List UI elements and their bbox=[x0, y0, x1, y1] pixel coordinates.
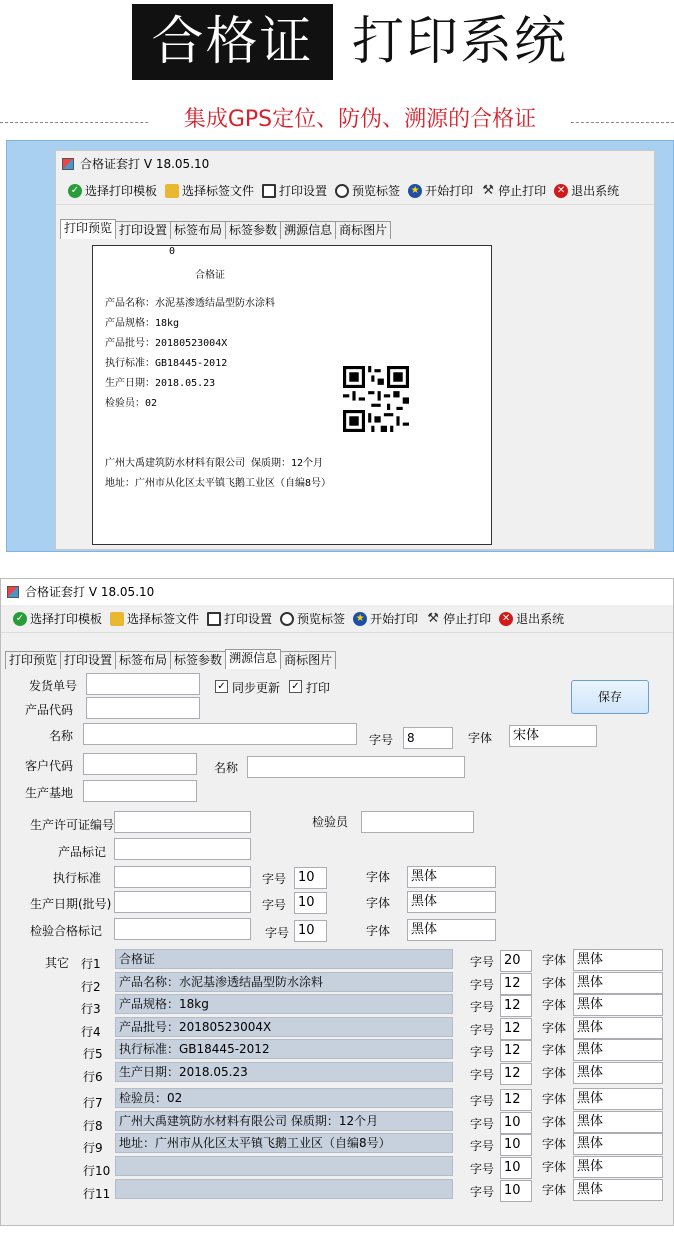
ship-no-input[interactable] bbox=[86, 673, 200, 695]
print-checkbox-label: 打印 bbox=[306, 681, 331, 695]
tab-bar bbox=[1, 649, 673, 669]
window-titlebar bbox=[1, 579, 673, 605]
row-size-input[interactable]: 20 bbox=[500, 950, 532, 972]
toolbar-label: 停止打印 bbox=[498, 184, 547, 198]
tab-label-layout[interactable]: 标签布局 bbox=[115, 651, 171, 669]
preview-line: 执行标准：GB18445-2012 bbox=[105, 358, 228, 369]
tab-trace-info[interactable]: 溯源信息 bbox=[225, 649, 281, 669]
toolbar-label: 打印设置 bbox=[224, 612, 273, 626]
product-name-input[interactable] bbox=[83, 723, 357, 745]
app-icon bbox=[62, 158, 74, 170]
banner-title-rest: 打印系统 bbox=[352, 12, 569, 72]
tab-print-settings[interactable]: 打印设置 bbox=[115, 221, 171, 239]
customer-code-label: 客户代码 bbox=[25, 759, 74, 773]
row-size-input[interactable]: 10 bbox=[500, 1112, 532, 1134]
row-label: 行11 bbox=[83, 1187, 111, 1201]
close-icon: ✕ bbox=[499, 612, 513, 626]
toolbar-label: 停止打印 bbox=[443, 612, 492, 626]
font-label: 字体 bbox=[542, 1092, 567, 1106]
preview-line: 生产日期：2018.05.23 bbox=[105, 378, 216, 389]
row-text-input[interactable]: 合格证 bbox=[115, 949, 453, 969]
product-mark-label: 产品标记 bbox=[58, 845, 107, 859]
row-label: 行1 bbox=[81, 957, 101, 971]
inspector-label: 检验员 bbox=[312, 815, 349, 829]
tab-label-params[interactable]: 标签参数 bbox=[170, 651, 226, 669]
row-text-input[interactable] bbox=[115, 1156, 453, 1176]
production-base-input[interactable] bbox=[83, 780, 197, 802]
row-font-input[interactable]: 黑体 bbox=[573, 1156, 663, 1178]
select-label-file-button[interactable] bbox=[110, 610, 199, 627]
standard-label: 执行标准 bbox=[53, 871, 102, 885]
size-label: 字号 bbox=[470, 1045, 495, 1059]
row-font-input[interactable]: 黑体 bbox=[573, 1179, 663, 1201]
preview-icon bbox=[335, 184, 349, 198]
check-icon: ✓ bbox=[13, 612, 27, 626]
font-label: 字体 bbox=[542, 998, 567, 1012]
preview-title: 合格证 bbox=[195, 270, 225, 281]
size-label: 字号 bbox=[262, 898, 287, 912]
banner-title-boxed: 合格证 bbox=[132, 4, 333, 80]
stop-print-button[interactable] bbox=[481, 182, 546, 199]
toolbar bbox=[56, 177, 654, 205]
tab-trademark-image[interactable]: 商标图片 bbox=[335, 221, 391, 239]
toolbar-label: 打印设置 bbox=[279, 184, 328, 198]
label-preview-paper bbox=[92, 245, 492, 545]
tab-trace-info[interactable]: 溯源信息 bbox=[280, 221, 336, 239]
product-mark-input[interactable] bbox=[114, 838, 251, 860]
row-font-input[interactable]: 黑体 bbox=[573, 1017, 663, 1039]
pass-font-input[interactable]: 黑体 bbox=[407, 919, 496, 941]
banner-subtitle: 集成GPS定位、防伪、溯源的合格证 bbox=[150, 104, 570, 136]
font-label: 字体 bbox=[542, 1066, 567, 1080]
pass-mark-label: 检验合格标记 bbox=[30, 924, 103, 938]
row-font-input[interactable]: 黑体 bbox=[573, 1088, 663, 1110]
row-font-input[interactable]: 黑体 bbox=[573, 994, 663, 1016]
row-font-input[interactable]: 黑体 bbox=[573, 972, 663, 994]
row-font-input[interactable]: 黑体 bbox=[573, 949, 663, 971]
print-settings-button[interactable] bbox=[207, 610, 272, 627]
preview-icon bbox=[280, 612, 294, 626]
other-label: 其它 bbox=[45, 956, 70, 970]
date-font-input[interactable]: 黑体 bbox=[407, 891, 496, 913]
license-no-input[interactable] bbox=[114, 811, 251, 833]
size-label: 字号 bbox=[470, 1185, 495, 1199]
close-icon: ✕ bbox=[554, 184, 568, 198]
toolbar-label: 预览标签 bbox=[352, 184, 401, 198]
row-text-input[interactable]: 检验员：02 bbox=[115, 1088, 453, 1108]
preview-label-button[interactable] bbox=[335, 182, 400, 199]
printer-icon bbox=[207, 612, 221, 626]
font-label: 字体 bbox=[542, 976, 567, 990]
toolbar-label: 选择打印模板 bbox=[30, 612, 103, 626]
window-title: 合格证套打 V 18.05.10 bbox=[80, 157, 210, 171]
toolbar-label: 预览标签 bbox=[297, 612, 346, 626]
size-label: 字号 bbox=[470, 1139, 495, 1153]
row-label: 行3 bbox=[81, 1002, 101, 1016]
size-label: 字号 bbox=[470, 1068, 495, 1082]
size-label: 字号 bbox=[470, 978, 495, 992]
preview-line: 产品批号：20180523004X bbox=[105, 338, 228, 349]
toolbar bbox=[1, 605, 673, 633]
row-text-input[interactable] bbox=[115, 1179, 453, 1199]
preview-line: 产品名称：水泥基渗透结晶型防水涂料 bbox=[105, 298, 275, 309]
row-label: 行4 bbox=[81, 1025, 101, 1039]
font-label: 字体 bbox=[366, 896, 391, 910]
qr-code bbox=[343, 366, 409, 432]
save-button[interactable]: 保存 bbox=[571, 680, 649, 714]
tab-bar bbox=[56, 219, 654, 239]
row-size-input[interactable]: 12 bbox=[500, 1089, 532, 1111]
size-label: 字号 bbox=[369, 733, 394, 747]
date-size-input[interactable]: 10 bbox=[294, 892, 327, 914]
row-label: 行6 bbox=[83, 1070, 103, 1084]
name-size-input[interactable]: 8 bbox=[403, 727, 453, 749]
tab-trademark-image[interactable]: 商标图片 bbox=[280, 651, 336, 669]
font-label: 字体 bbox=[366, 870, 391, 884]
stop-print-button[interactable] bbox=[426, 610, 491, 627]
size-label: 字号 bbox=[470, 1117, 495, 1131]
star-icon: ★ bbox=[353, 612, 367, 626]
font-label: 字体 bbox=[542, 1160, 567, 1174]
row-label: 行10 bbox=[83, 1164, 111, 1178]
row-font-input[interactable]: 黑体 bbox=[573, 1039, 663, 1061]
app-icon bbox=[7, 586, 19, 598]
customer-name-input[interactable] bbox=[247, 756, 465, 778]
row-label: 行7 bbox=[83, 1096, 103, 1110]
select-label-file-button[interactable] bbox=[165, 182, 254, 199]
row-text-input[interactable]: 执行标准：GB18445-2012 bbox=[115, 1039, 453, 1059]
row-size-input[interactable]: 10 bbox=[500, 1180, 532, 1202]
row-text-input[interactable]: 生产日期：2018.05.23 bbox=[115, 1062, 453, 1082]
wrench-icon: ⚒ bbox=[482, 182, 494, 198]
size-label: 字号 bbox=[470, 1094, 495, 1108]
pass-mark-input[interactable] bbox=[114, 918, 251, 940]
row-size-input[interactable]: 12 bbox=[500, 1063, 532, 1085]
product-code-label: 产品代码 bbox=[25, 703, 74, 717]
license-no-label: 生产许可证编号 bbox=[30, 818, 115, 832]
font-label: 字体 bbox=[542, 953, 567, 967]
tab-label-params[interactable]: 标签参数 bbox=[225, 221, 281, 239]
preview-line: 产品规格：18kg bbox=[105, 318, 180, 329]
name-label: 名称 bbox=[49, 729, 74, 743]
toolbar-label: 选择打印模板 bbox=[85, 184, 158, 198]
font-label: 字体 bbox=[366, 924, 391, 938]
start-print-button[interactable] bbox=[353, 610, 418, 627]
start-print-button[interactable] bbox=[408, 182, 473, 199]
production-date-label: 生产日期(批号) bbox=[30, 897, 112, 911]
customer-code-input[interactable] bbox=[83, 753, 197, 775]
row-label: 行2 bbox=[81, 980, 101, 994]
customer-name-label: 名称 bbox=[214, 761, 239, 775]
toolbar-label: 选择标签文件 bbox=[127, 612, 200, 626]
name-font-input[interactable]: 宋体 bbox=[509, 725, 597, 747]
tab-print-settings[interactable]: 打印设置 bbox=[60, 651, 116, 669]
row-size-input[interactable]: 12 bbox=[500, 1018, 532, 1040]
row-font-input[interactable]: 黑体 bbox=[573, 1062, 663, 1084]
standard-input[interactable] bbox=[114, 866, 251, 888]
print-checkbox[interactable]: ✓ bbox=[289, 680, 302, 693]
pass-size-input[interactable]: 10 bbox=[294, 920, 327, 942]
font-label: 字体 bbox=[542, 1043, 567, 1057]
row-text-input[interactable]: 广州大禹建筑防水材料有限公司 保质期：12个月 bbox=[115, 1111, 453, 1131]
ship-no-label: 发货单号 bbox=[29, 679, 78, 693]
window-titlebar bbox=[56, 151, 654, 177]
tab-print-preview[interactable]: 打印预览 bbox=[60, 219, 116, 239]
exit-button[interactable] bbox=[499, 610, 564, 627]
preview-label-button[interactable] bbox=[280, 610, 345, 627]
row-label: 行8 bbox=[83, 1119, 103, 1133]
preview-line: 检验员：02 bbox=[105, 398, 158, 409]
star-icon: ★ bbox=[408, 184, 422, 198]
size-label: 字号 bbox=[470, 1000, 495, 1014]
font-label: 字体 bbox=[542, 1183, 567, 1197]
row-size-input[interactable]: 12 bbox=[500, 973, 532, 995]
row-label: 行9 bbox=[83, 1141, 103, 1155]
select-template-button[interactable] bbox=[13, 610, 102, 627]
production-date-input[interactable] bbox=[114, 891, 251, 913]
exit-button[interactable] bbox=[554, 182, 619, 199]
row-text-input[interactable]: 产品名称：水泥基渗透结晶型防水涂料 bbox=[115, 972, 453, 992]
standard-font-input[interactable]: 黑体 bbox=[407, 866, 496, 888]
book-icon bbox=[110, 612, 124, 626]
standard-size-input[interactable]: 10 bbox=[294, 867, 327, 889]
tab-label-layout[interactable]: 标签布局 bbox=[170, 221, 226, 239]
row-label: 行5 bbox=[83, 1047, 103, 1061]
row-size-input[interactable]: 12 bbox=[500, 1040, 532, 1062]
tab-print-preview[interactable]: 打印预览 bbox=[5, 651, 61, 669]
product-code-input[interactable] bbox=[86, 697, 200, 719]
toolbar-label: 退出系统 bbox=[571, 184, 620, 198]
toolbar-label: 退出系统 bbox=[516, 612, 565, 626]
size-label: 字号 bbox=[262, 872, 287, 886]
printer-icon bbox=[262, 184, 276, 198]
row-size-input[interactable]: 10 bbox=[500, 1134, 532, 1156]
window-title: 合格证套打 V 18.05.10 bbox=[25, 585, 155, 599]
font-label: 字体 bbox=[542, 1021, 567, 1035]
origin-marker: 0 bbox=[169, 246, 176, 257]
select-template-button[interactable] bbox=[68, 182, 157, 199]
font-label: 字体 bbox=[542, 1137, 567, 1151]
row-size-input[interactable]: 12 bbox=[500, 995, 532, 1017]
size-label: 字号 bbox=[265, 926, 290, 940]
trace-info-window bbox=[0, 578, 674, 1226]
row-size-input[interactable]: 10 bbox=[500, 1157, 532, 1179]
row-font-input[interactable]: 黑体 bbox=[573, 1111, 663, 1133]
size-label: 字号 bbox=[470, 1162, 495, 1176]
toolbar-label: 开始打印 bbox=[370, 612, 419, 626]
row-font-input[interactable]: 黑体 bbox=[573, 1133, 663, 1155]
size-label: 字号 bbox=[470, 955, 495, 969]
row-text-input[interactable]: 产品规格：18kg bbox=[115, 994, 453, 1014]
sync-update-label: 同步更新 bbox=[232, 681, 281, 695]
inspector-input[interactable] bbox=[361, 811, 474, 833]
row-text-input[interactable]: 产品批号：20180523004X bbox=[115, 1017, 453, 1037]
size-label: 字号 bbox=[470, 1023, 495, 1037]
preview-footer: 广州大禹建筑防水材料有限公司 保质期：12个月 bbox=[105, 458, 324, 469]
production-base-label: 生产基地 bbox=[25, 786, 74, 800]
row-text-input[interactable]: 地址：广州市从化区太平镇飞鹅工业区（自编8号） bbox=[115, 1133, 453, 1153]
font-label: 字体 bbox=[542, 1115, 567, 1129]
preview-address: 地址：广州市从化区太平镇飞鹅工业区（自编8号） bbox=[105, 478, 332, 489]
print-settings-button[interactable] bbox=[262, 182, 327, 199]
toolbar-label: 选择标签文件 bbox=[182, 184, 255, 198]
check-icon: ✓ bbox=[68, 184, 82, 198]
font-label: 字体 bbox=[468, 731, 493, 745]
wrench-icon: ⚒ bbox=[427, 610, 439, 626]
book-icon bbox=[165, 184, 179, 198]
sync-update-checkbox[interactable]: ✓ bbox=[215, 680, 228, 693]
toolbar-label: 开始打印 bbox=[425, 184, 474, 198]
